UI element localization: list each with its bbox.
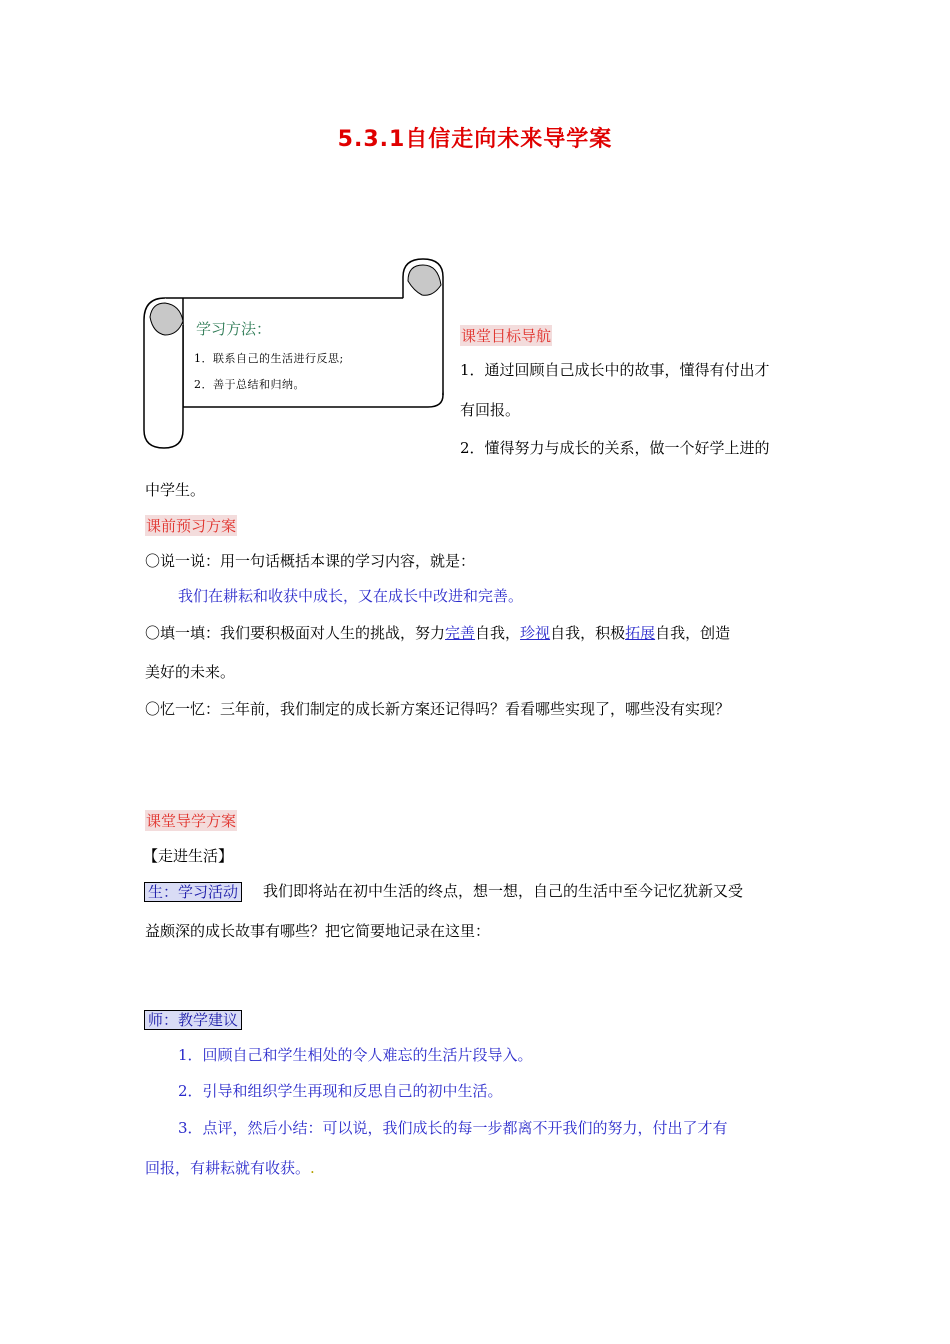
say-answer: 我们在耕耘和收获中成长，又在成长中改进和完善。 — [178, 587, 524, 605]
goal-1-cont: 有回报。 — [460, 401, 521, 419]
goal-2-cont: 中学生。 — [145, 481, 206, 499]
fill-text: 自我，积极 — [550, 624, 626, 642]
scroll-title: 学习方法： — [196, 320, 272, 338]
fill-answer-3: 拓展 — [625, 624, 656, 642]
student-text-cont: 益颇深的成长故事有哪些？把它简要地记录在这里： — [145, 922, 491, 940]
goals-heading: 课堂目标导航 — [461, 327, 552, 345]
section-title: 【走进生活】 — [143, 847, 234, 865]
trailing-period: . — [310, 1159, 315, 1177]
teacher-item-3-cont — [145, 1157, 315, 1179]
goal-1: 1．通过回顾自己成长中的故事，懂得有付出才 — [460, 361, 770, 379]
fill-answer-2: 珍视 — [520, 624, 551, 642]
class-heading: 课堂导学方案 — [146, 812, 237, 830]
teacher-item-2: 2．引导和组织学生再现和反思自己的初中生活。 — [178, 1082, 503, 1100]
recall-prompt: 〇忆一忆：三年前，我们制定的成长新方案还记得吗？看看哪些实现了，哪些没有实现？ — [145, 700, 731, 718]
goal-2: 2．懂得努力与成长的关系，做一个好学上进的 — [460, 439, 770, 457]
student-label: 生：学习活动 — [144, 882, 242, 902]
fill-line-2: 美好的未来。 — [145, 663, 236, 681]
fill-answer-1: 完善 — [445, 624, 476, 642]
teacher-item-3-text: 回报，有耕耘就有收获。 — [145, 1159, 311, 1177]
say-prompt: 〇说一说：用一句话概括本课的学习内容，就是： — [145, 552, 476, 570]
fill-text: 自我，创造 — [655, 624, 731, 642]
scroll-item: 2．善于总结和归纳。 — [194, 378, 305, 391]
scroll-item: 1．联系自己的生活进行反思; — [194, 352, 344, 365]
fill-text: 〇填一填：我们要积极面对人生的挑战，努力 — [145, 624, 446, 642]
page-title: 5.3.1自信走向未来导学案 — [337, 127, 613, 152]
teacher-label: 师：教学建议 — [144, 1010, 242, 1030]
preview-heading: 课前预习方案 — [146, 517, 237, 535]
teacher-item-1: 1．回顾自己和学生相处的令人难忘的生活片段导入。 — [178, 1046, 533, 1064]
teacher-item-3: 3．点评，然后小结：可以说，我们成长的每一步都离不开我们的努力，付出了才有 — [178, 1119, 728, 1137]
student-text: 我们即将站在初中生活的终点，想一想，自己的生活中至今记忆犹新又受 — [263, 882, 744, 900]
fill-text: 自我， — [475, 624, 521, 642]
fill-line — [145, 622, 730, 644]
